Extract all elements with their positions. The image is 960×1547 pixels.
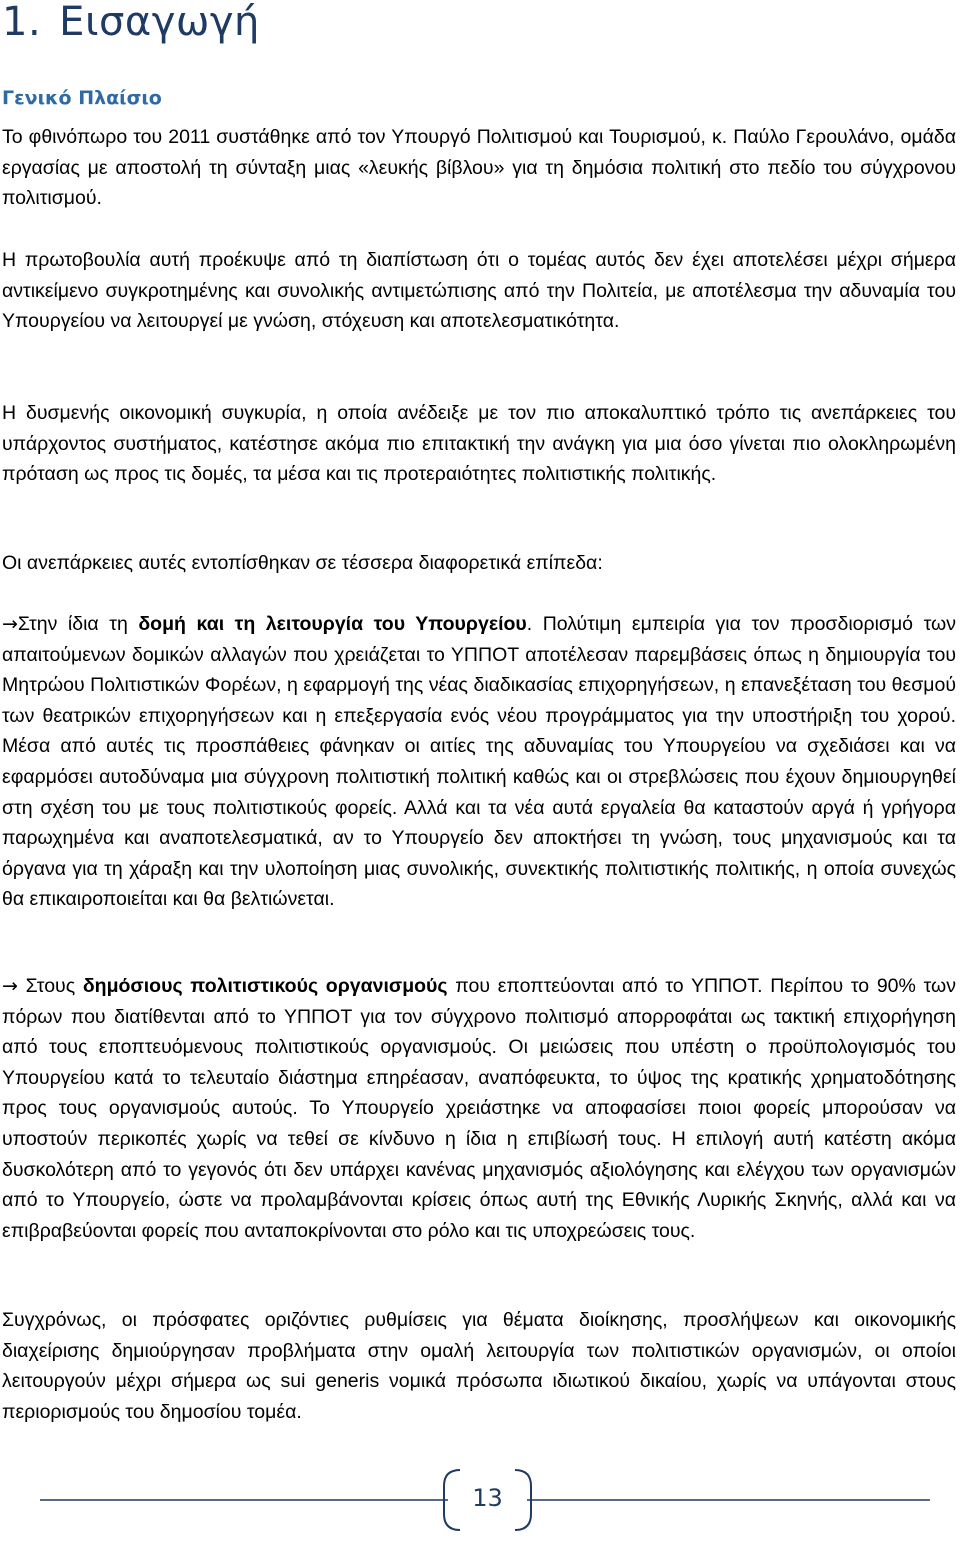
paragraph-structure-emphasis: δομή και τη λειτουργία του Υπουργείου	[138, 613, 527, 635]
section-heading: Γενικό Πλαίσιο	[2, 87, 162, 109]
paragraph-3: Η δυσμενής οικονομική συγκυρία, η οποία ανέδειξε με τον πιο αποκαλυπτικό τρόπο τις ανεπάρκειες του υπάρχοντος συστήματος, κατέστησε ακόμα πιο επιτακτική την ανάγκη για μια όσο γίνεται πιο ολοκληρωμένη πρόταση ως προς τις δομές, τα μέσα και τις προτεραιότητες πολιτιστικής πολιτικής.	[2, 402, 956, 486]
chapter-number: 1.	[2, 0, 42, 45]
chapter-title-text: Εισαγωγή	[59, 0, 260, 45]
paragraph-7: Συγχρόνως, οι πρόσφατες οριζόντιες ρυθμίσεις για θέματα διοίκησης, προσλήψεων και οικονομικής διαχείρισης δημιούργησαν προβλήματα στην ομαλή λειτουργία των πολιτιστικών οργανισμών, οι οποίοι λειτουργούν μέχρι σήμερα ως sui generis νομικά πρόσωπα ιδιωτικού δικαίου, χωρίς να υπάγονται στους περιορισμούς του δημοσίου τομέα.	[2, 1309, 956, 1423]
paragraph-organisations-body: που εποπτεύονται από το ΥΠΠΟΤ. Περίπου το 90% των πόρων που διατίθενται από το ΥΠΠΟΤ για τον σύγχρονο πολιτισμό απορροφάται ως τακτική επιχορήγηση από τους εποπτευόμενους πολιτιστικούς οργανισμούς. Οι μειώσεις που υπέστη ο προϋπολογισμός του Υπουργείου κατά το τελευταίο διάστημα επηρέασαν, αναπόφευκτα, το ύψος της κρατικής χρηματοδότησης προς τους οργανισμούς αυτούς. Το Υπουργείο χρειάστηκε να αποφασίσει ποιοι φορείς μπορούσαν να υποστούν περικοπές χωρίς να τεθεί σε κίνδυνο η ίδια η επιβίωσή τους. Η επιλογή αυτή κατέστη ακόμα δυσκολότερη από το γεγονός ότι δεν υπάρχει κανένας μηχανισμός αξιολόγησης και ελέγχου των οργανισμών από το Υπουργείο, ώστε να προλαμβάνονται κρίσεις όπως αυτή της Εθνικής Λυρικής Σκηνής, αλλά και να επιβραβεύονται φορείς που ανταποκρίνονται στο ρόλο και τις υποχρεώσεις τους.	[2, 975, 956, 1242]
arrow-right-icon: →	[2, 975, 18, 997]
paragraph-organisations-emphasis: δημόσιους πολιτιστικούς οργανισμούς	[82, 975, 448, 997]
page-number: 13	[472, 1484, 503, 1512]
chapter-title	[2, 0, 260, 50]
paragraph-structure-lead: Στην ίδια τη	[17, 613, 139, 635]
paragraph-4: Οι ανεπάρκειες αυτές εντοπίσθηκαν σε τέσσερα διαφορετικά επίπεδα:	[2, 552, 603, 574]
paragraph-organisations-lead: Στους	[17, 975, 83, 997]
paragraph-organisations	[2, 971, 956, 1246]
paragraph-structure-body: . Πολύτιμη εμπειρία για τον προσδιορισμό των απαιτούμενων δομικών αλλαγών που χρειάζεται το ΥΠΠΟΤ αποτέλεσαν παρεμβάσεις όπως η δημιουργία του Μητρώου Πολιτιστικών Φορέων, η εφαρμογή της νέας διαδικασίας επιχορηγήσεων, η επανεξέταση του θεσμού των θεατρικών επιχορηγήσεων και η επεξεργασία ενός νέου προγράμματος για την υποστήριξη του χορού. Μέσα από αυτές τις προσπάθειες φάνηκαν οι αιτίες της αδυναμίας του Υπουργείου να σχεδιάσει και να εφαρμόσει αυτοδύναμα μια σύγχρονη πολιτιστική πολιτική καθώς και οι στρεβλώσεις που έχουν δημιουργηθεί στη σχέση του με τους πολιτιστικούς φορείς. Αλλά και τα νέα αυτά εργαλεία θα καταστούν αργά ή γρήγορα παρωχημένα και αναποτελεσματικά, αν το Υπουργείο δεν αποκτήσει τη γνώση, τους μηχανισμούς και τα όργανα για τη χάραξη και την υλοποίηση μιας συνολικής, συνεκτικής πολιτιστικής πολιτικής, η οποία συνεχώς θα επικαιροποιείται και θα βελτιώνεται.	[2, 613, 956, 911]
paragraph-structure	[2, 609, 956, 915]
arrow-right-icon: →	[2, 613, 18, 635]
page-footer	[0, 1468, 960, 1538]
paragraph-2: Η πρωτοβουλία αυτή προέκυψε από τη διαπίστωση ότι ο τομέας αυτός δεν έχει αποτελέσει μέχρι σήμερα αντικείμενο συγκροτημένης και συνολικής αντιμετώπισης από την Πολιτεία, με αποτέλεσμα την αδυναμία του Υπουργείου να λειτουργεί με γνώση, στόχευση και αποτελεσματικότητα.	[2, 249, 956, 333]
paragraph-1: Το φθινόπωρο του 2011 συστάθηκε από τον Υπουργό Πολιτισμού και Τουρισμού, κ. Παύλο Γερουλάνο, ομάδα εργασίας με αποστολή τη σύνταξη μιας «λευκής βίβλου» για τη δημόσια πολιτική στο πεδίο του σύγχρονου πολιτισμού.	[2, 126, 956, 210]
